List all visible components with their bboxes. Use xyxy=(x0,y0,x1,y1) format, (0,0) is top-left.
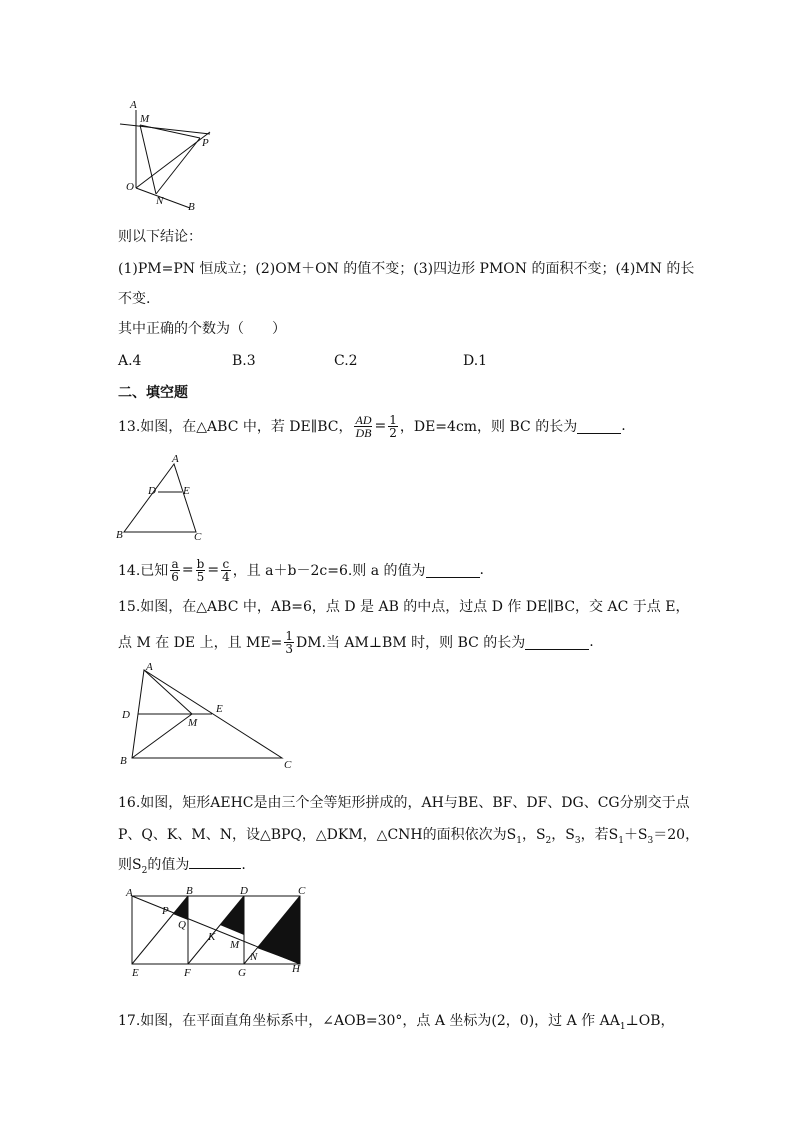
q14-suffix: ，且 a＋b－2c=6.则 a 的值为 xyxy=(232,563,426,579)
q12-option-a: A.4 xyxy=(118,353,142,369)
q13-fraction-half xyxy=(388,414,398,439)
q15-label-a: A xyxy=(146,661,153,673)
q16-line3-b: 的值为 xyxy=(147,857,190,873)
q15-line2 xyxy=(118,624,594,660)
q16-line3 xyxy=(118,854,246,882)
q12-label-p: P xyxy=(202,137,209,149)
q14-fc-num: c xyxy=(222,556,230,571)
q13-fraction-ad-db xyxy=(354,414,372,439)
q16-line2-b: ，S xyxy=(521,827,546,843)
q16-sub-1b: 1 xyxy=(618,835,624,846)
q12-label-n: N xyxy=(156,195,164,207)
q16-label-d: D xyxy=(240,886,248,897)
q16-label-h: H xyxy=(292,963,300,975)
q16-sub-2a: 2 xyxy=(545,835,552,846)
q13-frac1-den: DB xyxy=(355,425,372,440)
q13-frac1-num: AD xyxy=(355,412,372,427)
q13-end: . xyxy=(621,418,626,434)
q15-label-b: B xyxy=(120,755,127,767)
q17-line1-a: 17.如图，在平面直角坐标系中，∠AOB=30°，点 A 坐标为(2，0)，过 A 作 AA xyxy=(118,1013,620,1029)
q12-statements-line1: (1)PM=PN 恒成立；(2)OM＋ON 的值不变；(3)四边形 PMON 的面积不变；(4)MN 的长 xyxy=(118,261,695,277)
q12-option-c: C.2 xyxy=(334,353,358,369)
q13-frac2-num: 1 xyxy=(389,412,397,427)
q14-prefix: 14.已知 xyxy=(118,563,169,579)
q14-eq1: = xyxy=(181,562,194,578)
q14-fraction-c xyxy=(221,558,231,583)
q14-end: . xyxy=(479,562,484,578)
q12-option-d: D.1 xyxy=(463,353,488,369)
q15-fraction-third xyxy=(284,630,294,655)
q15-figure xyxy=(112,660,302,772)
q14-answer-blank[interactable] xyxy=(426,563,480,578)
q16-sub-1a: 1 xyxy=(516,835,522,846)
q14-fa-num: a xyxy=(171,556,179,571)
q14-fraction-a xyxy=(170,558,180,583)
q12-label-m: M xyxy=(140,113,150,125)
q12-label-o: O xyxy=(126,181,134,193)
q16-label-g: G xyxy=(238,967,246,979)
q16-line3-a: 则S xyxy=(118,857,142,873)
q13-label-c: C xyxy=(194,531,202,543)
q15-answer-blank[interactable] xyxy=(525,635,589,650)
q15-line2-prefix: 点 M 在 DE 上，且 ME= xyxy=(118,635,283,651)
q12-label-b: B xyxy=(188,201,195,213)
q13-prefix: 13.如图，在△ABC 中，若 DE∥BC， xyxy=(118,419,353,435)
q16-figure xyxy=(120,886,320,980)
q16-line2 xyxy=(118,824,699,852)
q15-label-d: D xyxy=(122,709,130,721)
q17-sub-1: 1 xyxy=(619,1021,626,1032)
q12-question: 其中正确的个数为（ ） xyxy=(118,321,286,337)
q16-sub-2b: 2 xyxy=(141,865,148,876)
q15-label-c: C xyxy=(284,759,292,771)
section-title: 二、填空题 xyxy=(118,385,188,401)
q16-sub-3a: 3 xyxy=(574,835,581,846)
q16-line2-c: ，S xyxy=(551,827,575,843)
q14-fc-den: 4 xyxy=(222,569,230,584)
q13-line xyxy=(118,408,626,444)
q16-line2-e: ＋S xyxy=(623,827,648,843)
q13-suffix: ，DE=4cm，则 BC 的长为 xyxy=(399,419,578,435)
q16-label-f: F xyxy=(184,967,191,979)
q15-frac-num: 1 xyxy=(285,628,293,643)
q13-label-b: B xyxy=(116,529,123,541)
q16-answer-blank[interactable] xyxy=(189,854,241,869)
q14-line xyxy=(118,552,484,588)
q12-option-b: B.3 xyxy=(232,353,256,369)
q14-fb-num: b xyxy=(196,556,205,571)
q13-label-d: D xyxy=(148,485,156,497)
q15-end: . xyxy=(589,634,594,650)
q16-end: . xyxy=(241,857,246,873)
q17-line1-b: ⊥OB， xyxy=(625,1013,675,1029)
q13-frac2-den: 2 xyxy=(389,425,397,440)
q12-lead: 则以下结论： xyxy=(118,229,202,245)
q16-label-k: K xyxy=(208,931,216,943)
q16-line1: 16.如图，矩形AEHC是由三个全等矩形拼成的，AH与BE、BF、DF、DG、CG分别交于点 xyxy=(118,795,690,811)
q14-fa-den: 6 xyxy=(171,569,179,584)
q16-label-m: M xyxy=(230,939,240,951)
q15-frac-den: 3 xyxy=(285,641,293,656)
q12-figure xyxy=(112,96,222,216)
q15-line1: 15.如图，在△ABC 中，AB=6，点 D 是 AB 的中点，过点 D 作 DE∥BC，交 AC 于点 E， xyxy=(118,599,690,615)
q14-eq2: = xyxy=(207,562,220,578)
q17-line1 xyxy=(118,1010,675,1038)
q12-label-a: A xyxy=(130,99,137,111)
q13-label-e: E xyxy=(183,485,190,497)
q14-fraction-b xyxy=(196,558,206,583)
q16-label-p: P xyxy=(162,905,169,917)
q13-figure xyxy=(112,452,212,544)
q16-label-c: C xyxy=(298,886,306,897)
q16-sub-3b: 3 xyxy=(647,835,654,846)
q16-label-q: Q xyxy=(178,919,186,931)
q16-line2-d: ，若S xyxy=(580,827,619,843)
q16-line2-a: P、Q、K、M、N，设△BPQ，△DKM，△CNH的面积依次为S xyxy=(118,827,517,843)
q16-label-e: E xyxy=(132,967,139,979)
q16-label-n: N xyxy=(250,951,258,963)
q16-label-b: B xyxy=(186,886,193,897)
q15-label-e: E xyxy=(216,703,223,715)
q16-line2-f: ＝20， xyxy=(653,827,700,843)
q14-fb-den: 5 xyxy=(196,569,205,584)
q16-label-a: A xyxy=(126,887,133,899)
q13-answer-blank[interactable] xyxy=(577,419,621,434)
q13-label-a: A xyxy=(172,453,179,465)
q15-line2-suffix: DM.当 AM⊥BM 时，则 BC 的长为 xyxy=(295,635,526,651)
q15-label-m: M xyxy=(188,717,198,729)
q12-statements-line2: 不变. xyxy=(118,291,151,307)
q13-equals: = xyxy=(374,418,387,434)
